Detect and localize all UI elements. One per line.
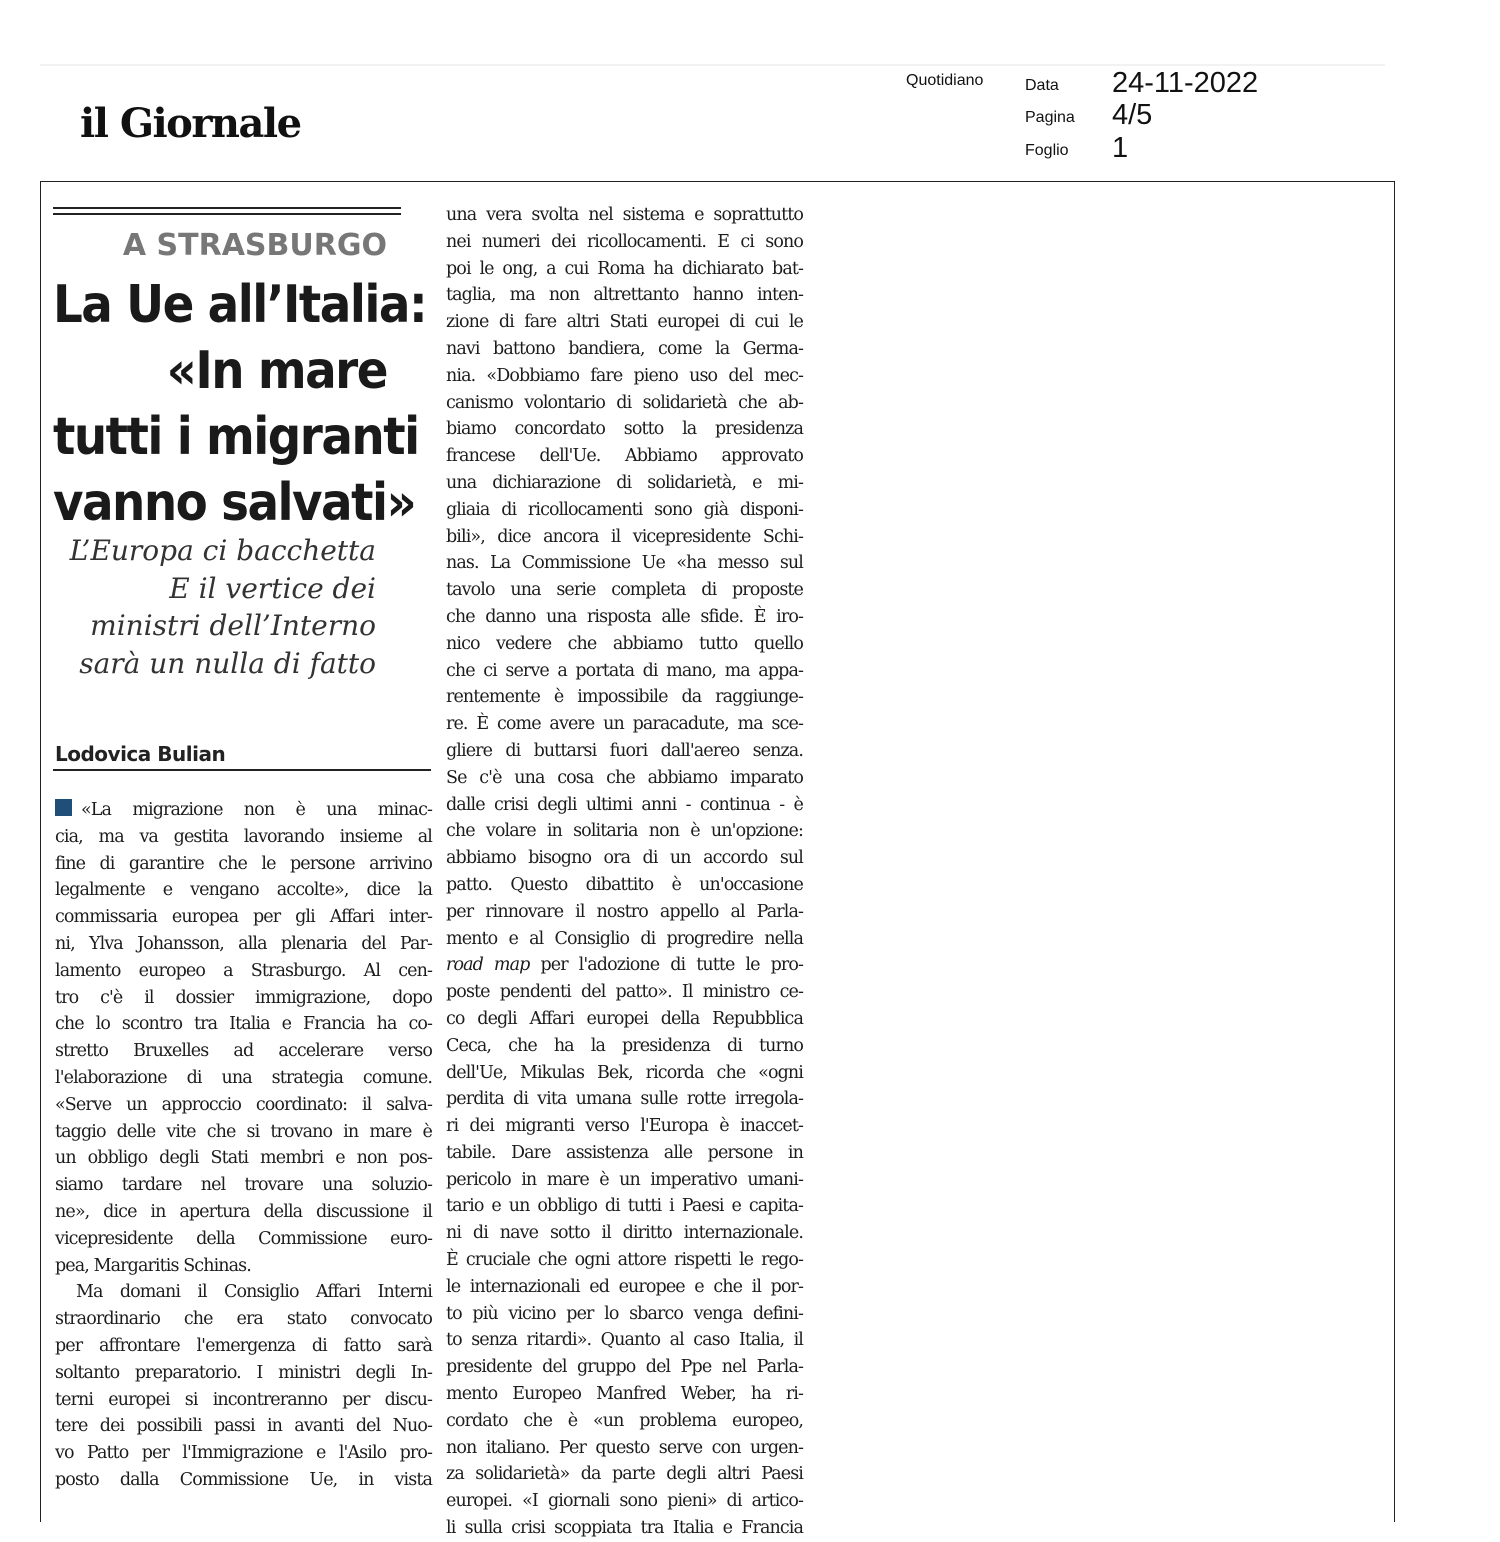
byline-rule bbox=[53, 769, 431, 771]
article-text-line: zione di fare altri Stati europei di cui le bbox=[446, 312, 803, 333]
article-text-line: nas. La Commissione Ue «ha messo sul bbox=[446, 553, 803, 574]
article-kicker: A STRASBURGO bbox=[122, 228, 387, 263]
article-text-line: to senza ritardi». Quanto al caso Italia, il bbox=[446, 1330, 803, 1351]
page-value: 4/5 bbox=[1112, 99, 1153, 131]
subhead-line: ministri dell’Interno bbox=[90, 609, 376, 642]
article-text-line: abbiamo bisogno ora di un accordo sul bbox=[446, 848, 803, 869]
article-text-line: tro c'è il dossier immigrazione, dopo bbox=[55, 987, 432, 1008]
article-text-line: taggio delle vite che si trovano in mare è bbox=[55, 1121, 432, 1142]
paragraph-bullet-icon bbox=[55, 799, 72, 816]
article-text-line: dalle crisi degli ultimi anni - continua - è bbox=[446, 794, 803, 815]
headline-line: tutti i migranti bbox=[53, 407, 419, 467]
article-text-line: vicepresidente della Commissione euro- bbox=[55, 1228, 432, 1249]
article-text-line: navi battono bandiera, come la Germa- bbox=[446, 338, 803, 359]
article-text-line: mento Europeo Manfred Weber, ha ri- bbox=[446, 1384, 803, 1405]
article-text-line: mento e al Consiglio di progredire nella bbox=[446, 928, 803, 949]
article-text-line: taglia, ma non altrettanto hanno inten- bbox=[446, 285, 803, 306]
article-text-line: pericolo in mare è un imperativo umani- bbox=[446, 1169, 803, 1190]
article-text-line: soltanto preparatorio. I ministri degli In- bbox=[55, 1362, 432, 1383]
article-text-line: ni, Ylva Johansson, alla plenaria del Par- bbox=[55, 933, 432, 954]
article-text-line: È cruciale che ogni attore rispetti le rego- bbox=[446, 1250, 803, 1271]
article-text-line: Ceca, che ha la presidenza di turno bbox=[446, 1035, 803, 1056]
article-text-line: posto dalla Commissione Ue, in vista bbox=[55, 1469, 432, 1490]
article-text-line: tavolo una serie completa di proposte bbox=[446, 580, 803, 601]
article-text-line: presidente del gruppo del Ppe nel Parla- bbox=[446, 1357, 803, 1378]
article-text-line: gliere di buttarsi fuori dall'aereo senza. bbox=[446, 740, 803, 761]
newspaper-logo: il Giornale bbox=[80, 100, 301, 147]
subhead-line: sarà un nulla di fatto bbox=[79, 646, 376, 680]
date-label: Data bbox=[1025, 77, 1059, 94]
article-text-line: che lo scontro tra Italia e Francia ha co- bbox=[55, 1014, 432, 1035]
article-text-line: l'elaborazione di una strategia comune. bbox=[55, 1067, 432, 1088]
article-text-line: terni europei si incontreranno per discu- bbox=[55, 1389, 432, 1410]
article-text-line: «La migrazione non è una minac- bbox=[55, 797, 432, 824]
headline-line: La Ue all’Italia: bbox=[53, 275, 427, 335]
article-text-line: cordato che è «un problema europeo, bbox=[446, 1410, 803, 1431]
italic-term: road map bbox=[446, 955, 541, 976]
article-text-line: che volare in solitaria non è un'opzione: bbox=[446, 821, 803, 842]
article-text-line: stretto Bruxelles ad accelerare verso bbox=[55, 1041, 432, 1062]
article-text-line: nia. «Dobbiamo fare pieno uso del mec- bbox=[446, 365, 803, 386]
article-text-line: straordinario che era stato convocato bbox=[55, 1309, 432, 1330]
article-text-line: «Serve un approccio coordinato: il salva- bbox=[55, 1094, 432, 1115]
article-text-line: Ma domani il Consiglio Affari Interni bbox=[76, 1282, 432, 1303]
article-text-line: poste pendenti del patto». Il ministro ce- bbox=[446, 982, 803, 1003]
article-text-line: poi le ong, a cui Roma ha dichiarato bat- bbox=[446, 258, 803, 279]
article-text-line: rentemente è impossibile da raggiunge- bbox=[446, 687, 803, 708]
article-text-line: nico vedere che abbiamo tutto quello bbox=[446, 633, 803, 654]
page-label: Pagina bbox=[1025, 109, 1075, 126]
article-text-line: francese dell'Ue. Abbiamo approvato bbox=[446, 446, 803, 467]
headline-rule-second bbox=[53, 213, 401, 215]
date-value: 24-11-2022 bbox=[1112, 67, 1259, 99]
article-column-1 bbox=[55, 797, 432, 1494]
subhead-line: E il vertice dei bbox=[169, 571, 376, 605]
article-text-line: cia, ma va gestita lavorando insieme al bbox=[55, 826, 432, 847]
article-text-line: ri dei migranti verso l'Europa è inaccet- bbox=[446, 1116, 803, 1137]
article-subhead bbox=[53, 532, 376, 682]
article-text-line: nei numeri dei ricollocamenti. E ci sono bbox=[446, 231, 803, 252]
headline-rule bbox=[53, 207, 401, 209]
article-text-line: gliaia di ricollocamenti sono già disponi- bbox=[446, 499, 803, 520]
article-byline: Lodovica Bulian bbox=[55, 742, 226, 766]
article-text-line: tabile. Dare assistenza alle persone in bbox=[446, 1142, 803, 1163]
article-text-line: lamento europeo a Strasburgo. Al cen- bbox=[55, 960, 432, 981]
article-text-line: to più vicino per lo sbarco venga defini- bbox=[446, 1303, 803, 1324]
article-text-line: una dichiarazione di solidarietà, e mi- bbox=[446, 472, 803, 493]
article-text-line: Se c'è una cosa che abbiamo imparato bbox=[446, 767, 803, 788]
article-text-line: co degli Affari europei della Repubblica bbox=[446, 1008, 803, 1029]
article-text-line: commissaria europea per gli Affari inter- bbox=[55, 907, 432, 928]
subhead-line: L’Europa ci bacchetta bbox=[69, 534, 376, 567]
sheet-label: Foglio bbox=[1025, 142, 1069, 159]
article-text-line: pea, Margaritis Schinas. bbox=[55, 1255, 251, 1276]
article-text-line: biamo concordato sotto la presidenza bbox=[446, 419, 803, 440]
article-text-line: per rinnovare il nostro appello al Parla- bbox=[446, 901, 803, 922]
sheet-value: 1 bbox=[1112, 132, 1129, 164]
article-headline bbox=[53, 272, 427, 536]
article-text-line: za solidarietà» da parte degli altri Paesi bbox=[446, 1464, 803, 1485]
article-text-line: ne», dice in apertura della discussione il bbox=[55, 1201, 432, 1222]
article-text-line: road map per l'adozione di tutte le pro- bbox=[446, 955, 803, 976]
article-text-line: re. È come avere un paracadute, ma sce- bbox=[446, 714, 803, 735]
headline-line: vanno salvati» bbox=[53, 473, 416, 533]
article-text-line: una vera svolta nel sistema e soprattutto bbox=[446, 205, 803, 225]
top-rule bbox=[40, 64, 1385, 66]
article-text-line: siamo tardare nel trovare una soluzio- bbox=[55, 1175, 432, 1196]
article-text-line: tario e un obbligo di tutti i Paesi e capita- bbox=[446, 1196, 803, 1217]
article-text-line: non italiano. Per questo serve con urgen- bbox=[446, 1437, 803, 1458]
article-text-line: perdita di vita umana sulle rotte irregola- bbox=[446, 1089, 803, 1110]
headline-line: «In mare bbox=[166, 341, 387, 401]
article-text-line: per affrontare l'emergenza di fatto sarà bbox=[55, 1335, 432, 1356]
article-text-line: canismo volontario di solidarietà che ab- bbox=[446, 392, 803, 413]
article-text-line: vo Patto per l'Immigrazione e l'Asilo pro- bbox=[55, 1443, 432, 1464]
article-text-line: un obbligo degli Stati membri e non pos- bbox=[55, 1148, 432, 1169]
article-text-line: le internazionali ed europee e che il por- bbox=[446, 1276, 803, 1297]
article-text-line: li sulla crisi scoppiata tra Italia e Francia bbox=[446, 1518, 803, 1539]
article-text-line: legalmente e vengano accolte», dice la bbox=[55, 880, 432, 901]
article-text-line: ni di nave sotto il diritto internazionale. bbox=[446, 1223, 803, 1244]
article-text-line: dell'Ue, Mikulas Bek, ricorda che «ogni bbox=[446, 1062, 803, 1083]
article-text-line: che ci serve a portata di mano, ma appa- bbox=[446, 660, 803, 681]
publication-type: Quotidiano bbox=[906, 72, 984, 89]
article-text-line: europei. «I giornali sono pieni» di artico- bbox=[446, 1491, 803, 1512]
article-text-line: fine di garantire che le persone arrivino bbox=[55, 853, 432, 874]
article-text-line: patto. Questo dibattito è un'occasione bbox=[446, 874, 803, 895]
article-text-line: tere dei possibili passi in avanti del Nuo- bbox=[55, 1416, 432, 1437]
article-text-line: bili», dice ancora il vicepresidente Schi- bbox=[446, 526, 803, 547]
article-column-2 bbox=[446, 202, 803, 1542]
article-text-line: che danno una risposta alle sfide. È iro- bbox=[446, 606, 803, 627]
